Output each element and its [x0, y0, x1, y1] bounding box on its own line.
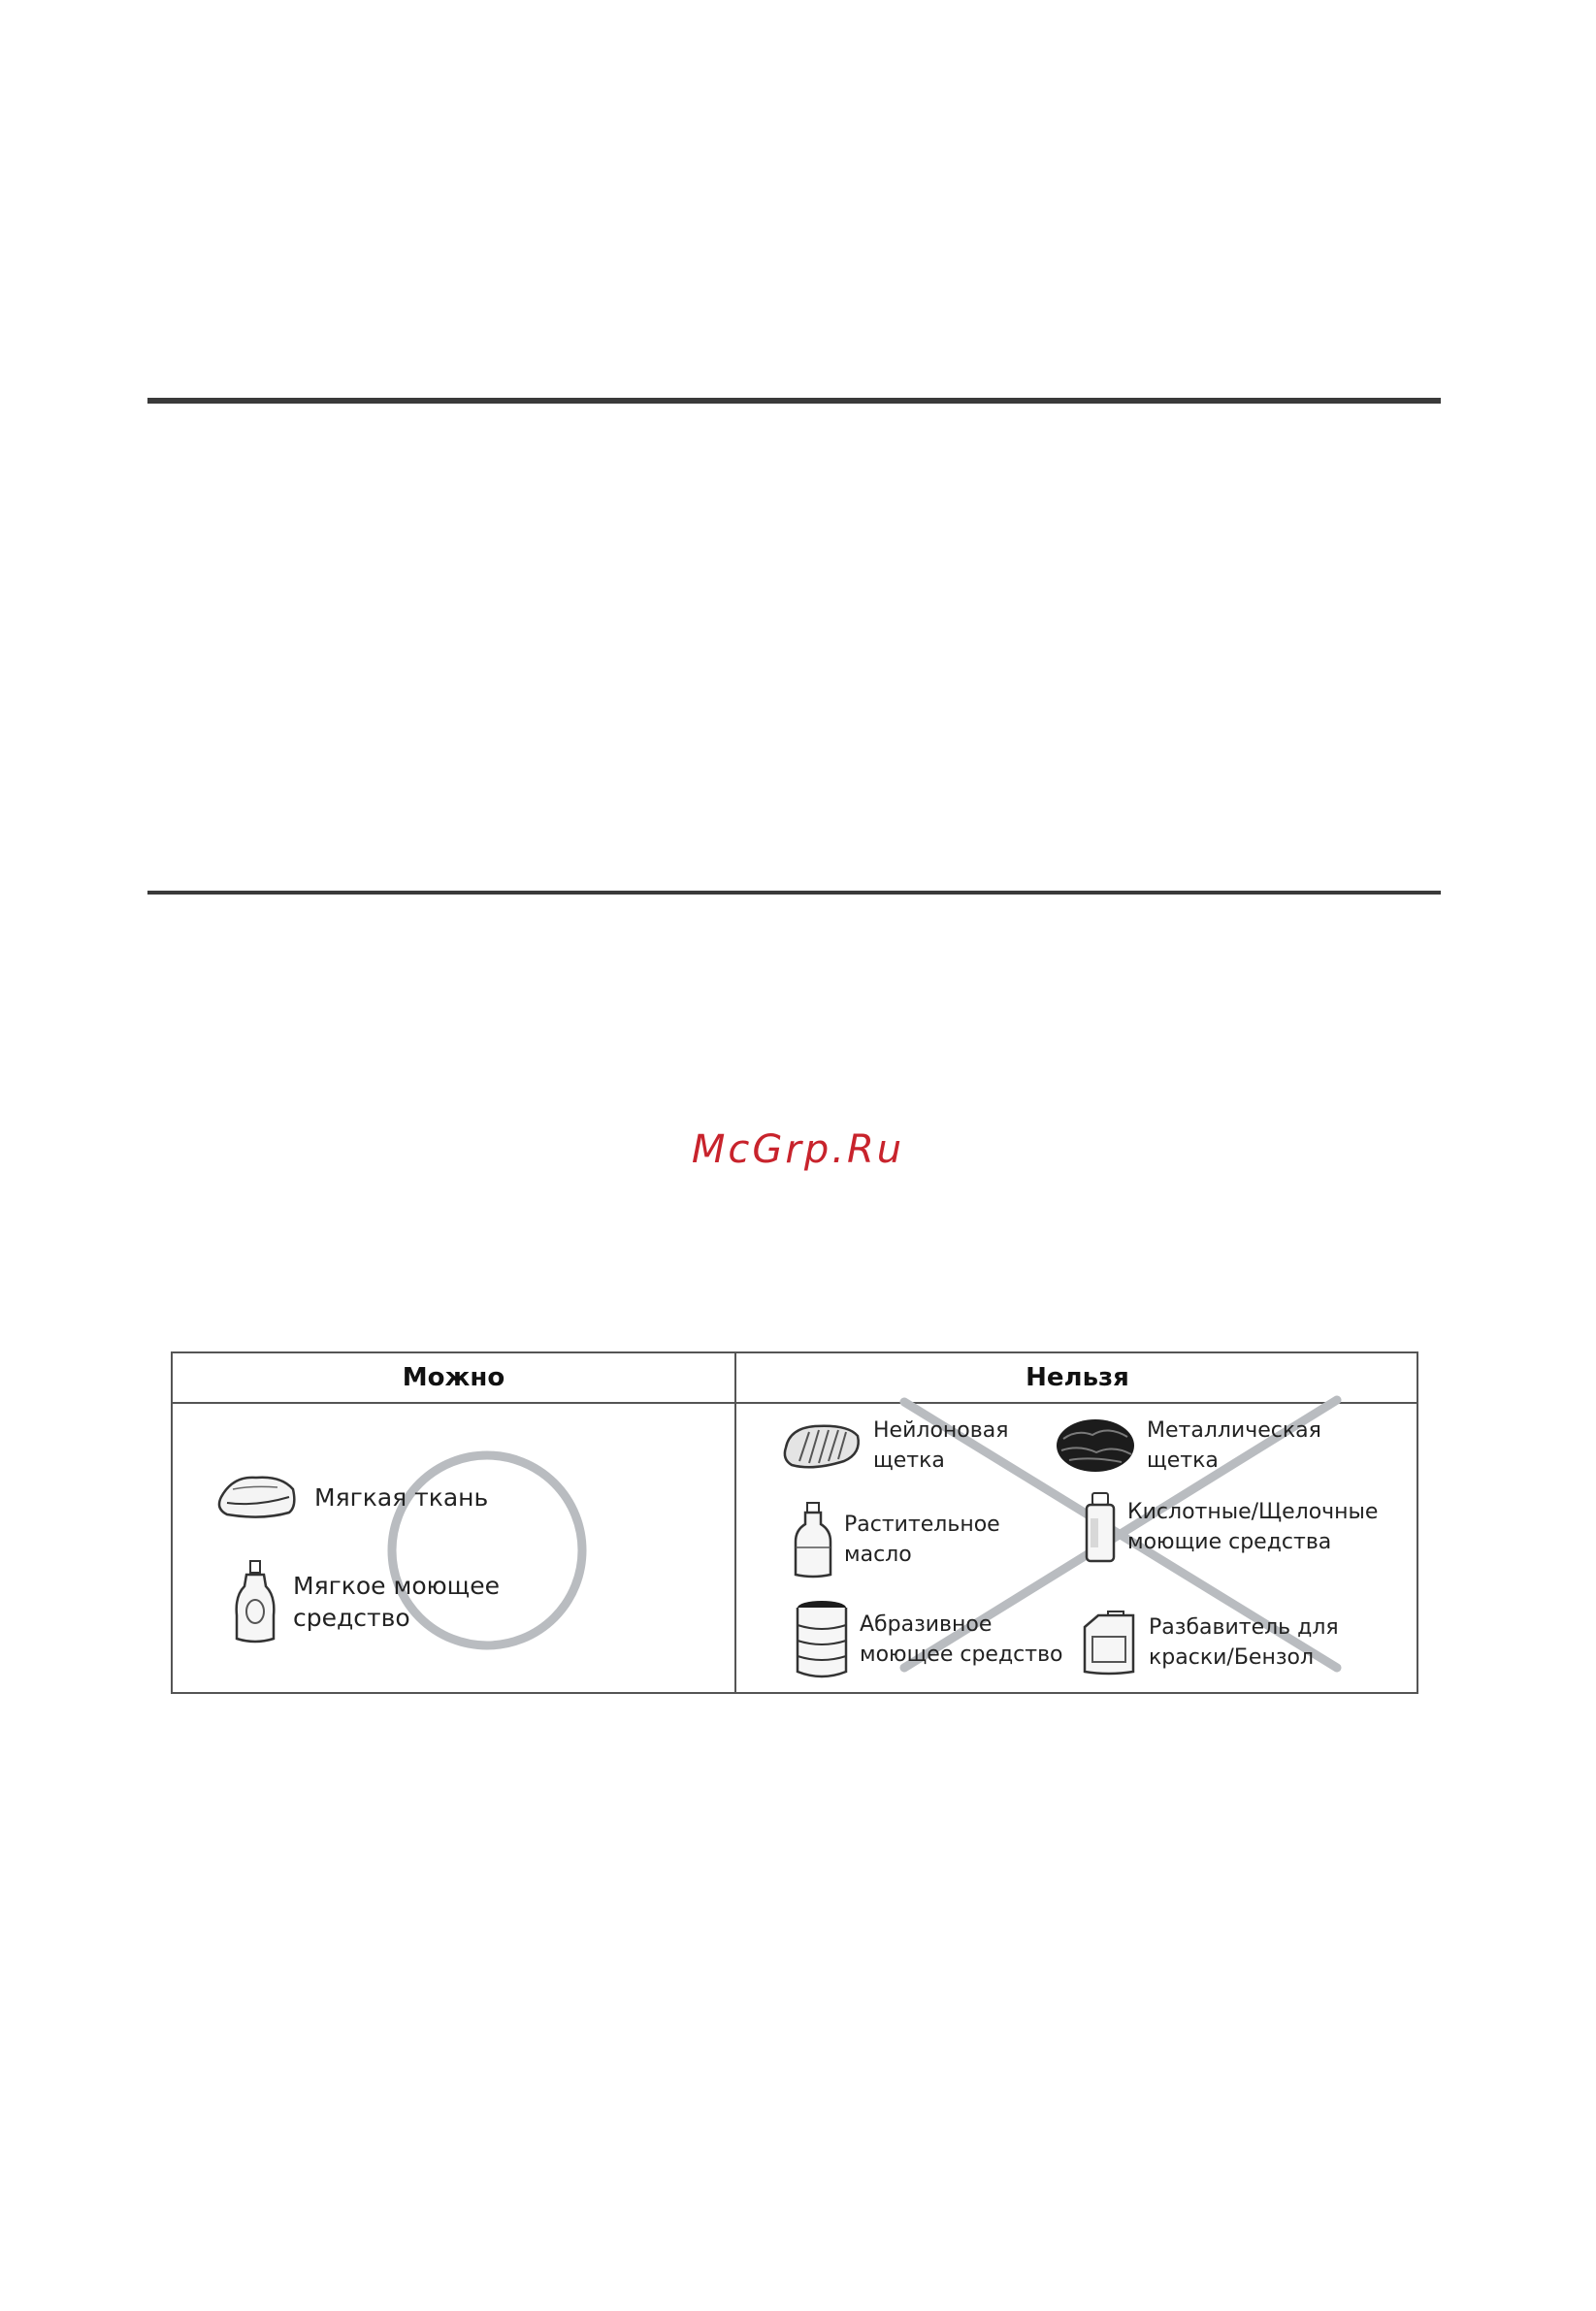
forbidden-item-vegetable-oil — [792, 1499, 1000, 1580]
nylon-brush-icon — [780, 1418, 863, 1473]
forbidden-item-label: Кислотные/Щелочные моющие средства — [1127, 1500, 1379, 1554]
allowed-item-label: Мягкая ткань — [314, 1482, 489, 1512]
allowed-item-soft-cloth — [213, 1468, 488, 1526]
allowed-item-mild-detergent — [231, 1557, 500, 1646]
forbidden-item-label: Нейлоновая щетка — [873, 1418, 1009, 1473]
forbidden-item-abrasive-cleaner — [794, 1598, 1063, 1681]
forbidden-item-paint-thinner — [1079, 1608, 1339, 1677]
abrasive-cleaner-can-icon — [794, 1598, 850, 1681]
paint-thinner-canister-icon — [1079, 1608, 1139, 1677]
metal-brush-icon — [1054, 1416, 1137, 1476]
forbidden-item-label: Разбавитель для краски/Бензол — [1149, 1615, 1339, 1670]
forbidden-item-label: Абразивное моющее средство — [860, 1612, 1063, 1667]
forbidden-item-metal-brush — [1054, 1416, 1321, 1476]
column-header-allowed: Можно — [402, 1363, 505, 1392]
forbidden-item-label: Растительное масло — [844, 1513, 1000, 1567]
watermark-text: McGrp.Ru — [691, 1127, 905, 1172]
acid-alkaline-cleaner-icon — [1083, 1489, 1118, 1565]
table-column-divider — [734, 1353, 736, 1692]
column-header-forbidden: Нельзя — [1026, 1363, 1129, 1392]
cleaning-materials-table — [171, 1351, 1418, 1694]
soft-cloth-icon — [213, 1468, 301, 1526]
forbidden-item-acid-alkaline-cleaner — [1083, 1489, 1378, 1565]
forbidden-item-nylon-brush — [780, 1416, 1008, 1476]
mild-detergent-bottle-icon — [231, 1557, 279, 1646]
section-divider-middle — [147, 891, 1441, 895]
vegetable-oil-bottle-icon — [792, 1499, 834, 1580]
section-divider-top — [147, 398, 1441, 404]
allowed-item-label: Мягкое моющее средство — [293, 1572, 500, 1632]
forbidden-item-label: Металлическая щетка — [1147, 1418, 1321, 1473]
